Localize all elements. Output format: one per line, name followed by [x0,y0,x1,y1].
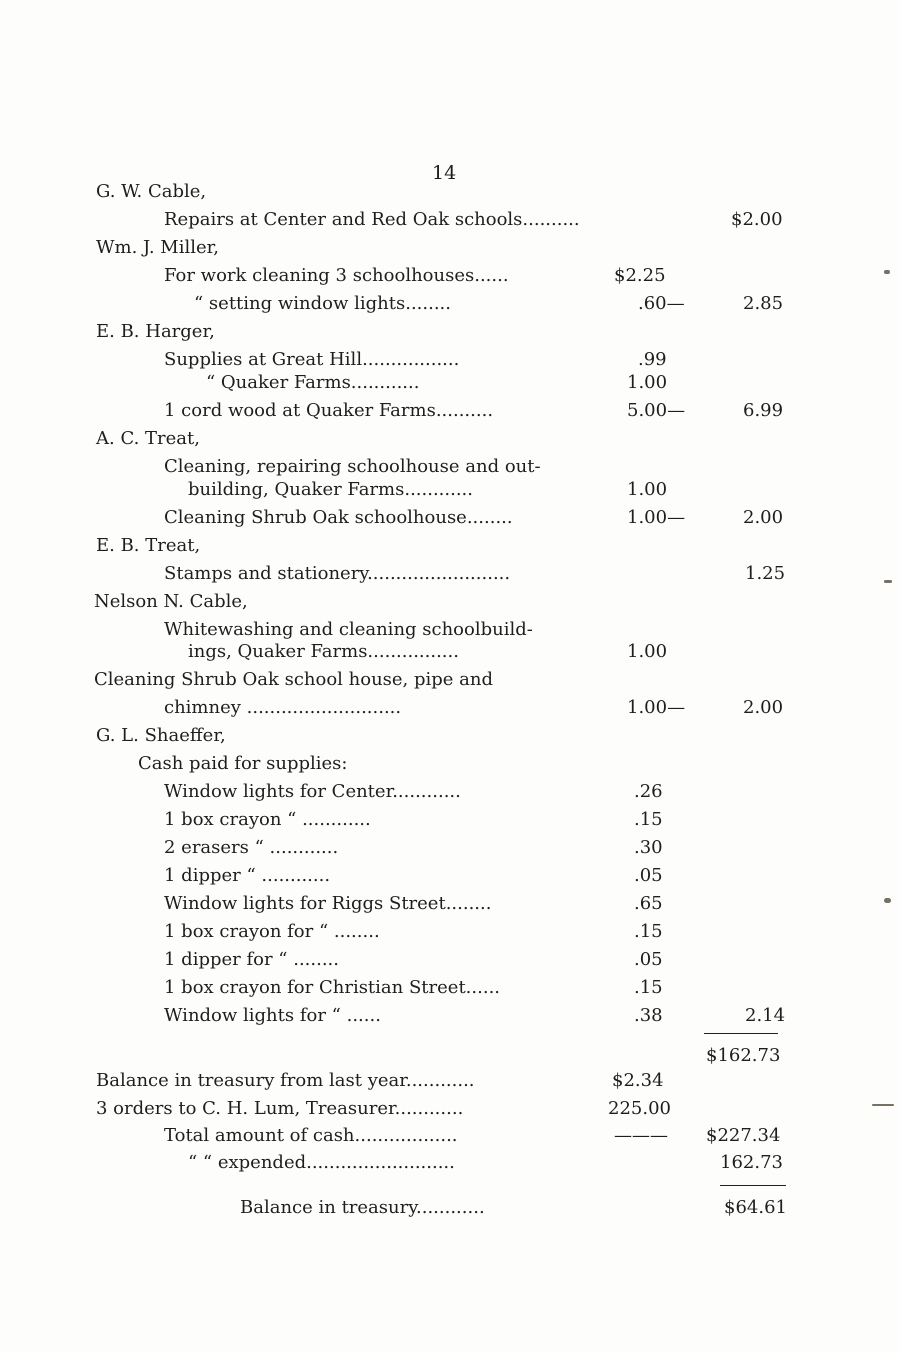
ledger-line [0,778,900,806]
ledger-line [96,532,796,560]
summary-total: $227.34 [706,1125,781,1146]
page-number: 14 [432,162,457,184]
summary-description: 3 orders to C. H. Lum, Treasurer............ [96,1098,464,1119]
line-total: 2.85 [743,293,784,314]
item-amount: .60— [638,293,685,314]
item-amount: .15 [634,921,663,942]
item-amount: 1.00 [627,479,668,500]
item-description: Supplies at Great Hill................. [164,349,460,370]
item-description: 1 dipper for “ ........ [164,949,339,970]
item-description: 2 erasers “ ............ [164,837,339,858]
payee-name: G. W. Cable, [96,181,207,202]
ledger-line [96,178,796,206]
ledger-line [0,504,900,532]
ledger-line [94,588,794,616]
final-description: Balance in treasury............ [240,1197,485,1218]
item-description: “ Quaker Farms............ [206,372,420,393]
item-description: 1 box crayon for Christian Street...... [164,977,501,998]
ledger-line [0,369,900,397]
item-description: Stamps and stationery......................... [164,563,511,584]
item-description: Window lights for Riggs Street........ [164,893,492,914]
item-amount: 1.00— [627,507,686,528]
summary-line [0,1149,900,1177]
ink-speck [884,270,890,274]
payee-name: G. L. Shaeffer, [96,725,226,746]
item-amount: .65 [634,893,663,914]
ledger-line [0,890,900,918]
summary-line [0,1095,900,1123]
item-description: Window lights for “ ...... [164,1005,381,1026]
payee-name: Nelson N. Cable, [94,591,248,612]
summary-line [0,1067,900,1095]
subtotal-rule [704,1033,778,1034]
ledger-line [0,206,900,234]
ink-speck [884,580,892,583]
item-amount: 1.00 [627,372,668,393]
payee-name: E. B. Treat, [96,535,201,556]
item-description: Repairs at Center and Red Oak schools.......... [164,209,580,230]
item-description: Cleaning, repairing schoolhouse and out- [164,456,541,477]
item-amount: 5.00— [627,400,686,421]
item-description: chimney ........................... [164,697,402,718]
ledger-line [0,918,900,946]
ledger-line [0,1042,900,1070]
item-amount: $2.25 [614,265,666,286]
ledger-line [0,862,900,890]
payee-name: A. C. Treat, [96,428,200,449]
item-description: building, Quaker Farms............ [188,479,474,500]
summary-amount: 225.00 [608,1098,671,1119]
payee-name: E. B. Harger, [96,321,215,342]
ledger-line [96,425,796,453]
item-description: Cash paid for supplies: [138,753,348,774]
item-description: Whitewashing and cleaning schoolbuild- [164,619,533,640]
item-amount: .15 [634,809,663,830]
ledger-line [0,638,900,666]
ledger-line [96,234,796,262]
item-amount: .38 [634,1005,663,1026]
final-line [0,1194,900,1222]
item-amount: 1.00— [627,697,686,718]
item-description: 1 box crayon “ ............ [164,809,371,830]
summary-description: “ “ expended.......................... [188,1152,455,1173]
ink-speck [872,1104,894,1106]
ledger-line [96,722,796,750]
summary-line [0,1122,900,1150]
line-total: $2.00 [731,209,783,230]
line-total: 1.25 [745,563,786,584]
ledger-line [0,750,900,778]
item-description: 1 box crayon for “ ........ [164,921,380,942]
item-amount: .26 [634,781,663,802]
summary-description: Total amount of cash.................. [164,1125,458,1146]
summary-total: 162.73 [720,1152,783,1173]
ledger-line [0,290,900,318]
item-description: ings, Quaker Farms................ [188,641,459,662]
summary-amount: ——— [614,1125,668,1146]
item-amount: 1.00 [627,641,668,662]
line-total: 6.99 [743,400,784,421]
line-total: 2.00 [743,507,784,528]
subtotal-amount: $162.73 [706,1045,781,1066]
item-description: For work cleaning 3 schoolhouses...... [164,265,509,286]
ledger-line [0,262,900,290]
ledger-line [0,974,900,1002]
item-amount: .99 [638,349,667,370]
ledger-line [0,834,900,862]
final-total: $64.61 [724,1197,787,1218]
ledger-line [0,560,900,588]
line-total: 2.14 [745,1005,786,1026]
ledger-line [0,806,900,834]
ledger-line [0,397,900,425]
item-description: Window lights for Center............ [164,781,461,802]
summary-description: Balance in treasury from last year............ [96,1070,475,1091]
ledger-line [0,666,900,694]
ledger-line [0,946,900,974]
item-description: “ setting window lights........ [194,293,451,314]
total-rule [720,1185,786,1186]
item-amount: .15 [634,977,663,998]
item-description: Cleaning Shrub Oak schoolhouse........ [164,507,513,528]
payee-name: Wm. J. Miller, [96,237,219,258]
ink-speck [884,898,891,903]
item-description: 1 cord wood at Quaker Farms.......... [164,400,494,421]
ledger-line [96,318,796,346]
item-description: 1 dipper “ ............ [164,865,331,886]
line-total: 2.00 [743,697,784,718]
item-description: Cleaning Shrub Oak school house, pipe and [94,669,494,690]
item-amount: .05 [634,865,663,886]
summary-amount: $2.34 [612,1070,664,1091]
ledger-line [0,694,900,722]
item-amount: .30 [634,837,663,858]
ledger-line [0,476,900,504]
ledger-line [0,1002,900,1030]
item-amount: .05 [634,949,663,970]
